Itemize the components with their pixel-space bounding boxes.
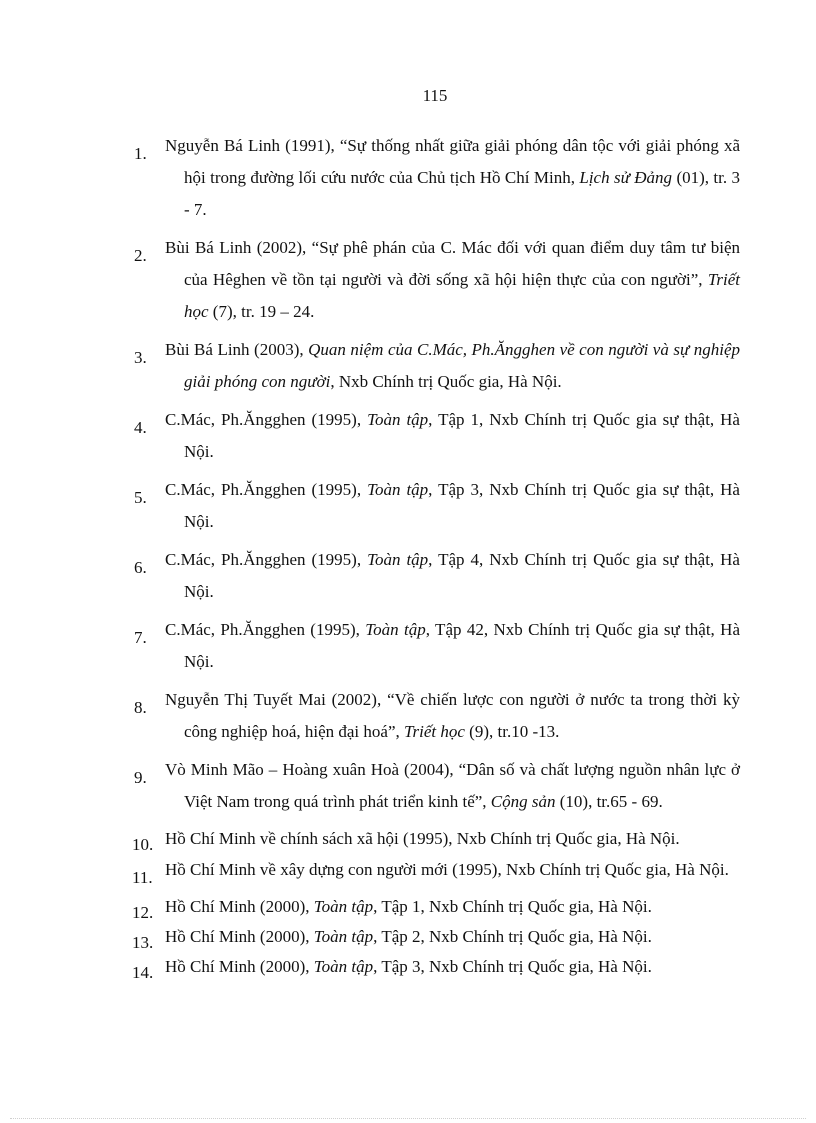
reference-text: Hồ Chí Minh về xây dựng con người mới (1995), Nxb Chính trị Quốc gia, Hà Nội.: [165, 860, 729, 879]
reference-number: 1.: [134, 144, 147, 163]
reference-text: Bùi Bá Linh (2002), “Sự phê phán của C. Mác đối với quan điểm duy tâm tư biện của Hêghen về tồn tại người và đời sống xã hội hiện thực của con người”, Triết học (7), tr. 19 – 24.: [165, 238, 740, 321]
reference-item: [130, 754, 740, 818]
reference-text: C.Mác, Ph.Ăngghen (1995), Toàn tập, Tập 1, Nxb Chính trị Quốc gia sự thật, Hà Nội.: [165, 410, 740, 461]
page-number: 115: [422, 86, 448, 105]
reference-number: 8.: [134, 698, 147, 717]
reference-text: Hồ Chí Minh (2000), Toàn tập, Tập 3, Nxb Chính trị Quốc gia, Hà Nội.: [165, 957, 652, 976]
reference-text: Hồ Chí Minh về chính sách xã hội (1995), Nxb Chính trị Quốc gia, Hà Nội.: [165, 829, 680, 848]
reference-number: 6.: [134, 558, 147, 577]
reference-number: 11.: [132, 868, 153, 887]
reference-text: Nguyễn Thị Tuyết Mai (2002), “Về chiến lược con người ở nước ta trong thời kỳ công nghiệp hoá, hiện đại hoá”, Triết học (9), tr.10 -13.: [165, 690, 740, 741]
reference-text: Hồ Chí Minh (2000), Toàn tập, Tập 1, Nxb Chính trị Quốc gia, Hà Nội.: [165, 897, 652, 916]
reference-item: [130, 544, 740, 608]
reference-item: [130, 474, 740, 538]
reference-item: [130, 232, 740, 328]
reference-number: 3.: [134, 348, 147, 367]
reference-text: Nguyễn Bá Linh (1991), “Sự thống nhất giữa giải phóng dân tộc với giải phóng xã hội trong đường lối cứu nước của Chủ tịch Hồ Chí Minh, Lịch sử Đảng (01), tr. 3 - 7.: [165, 136, 740, 219]
reference-number: 10.: [132, 835, 154, 854]
reference-list: [130, 130, 740, 982]
reference-text: Bùi Bá Linh (2003), Quan niệm của C.Mác, Ph.Ăngghen về con người và sự nghiệp giải phóng con người, Nxb Chính trị Quốc gia, Hà Nội.: [165, 340, 740, 391]
reference-number: 7.: [134, 628, 147, 647]
reference-text: C.Mác, Ph.Ăngghen (1995), Toàn tập, Tập 4, Nxb Chính trị Quốc gia sự thật, Hà Nội.: [165, 550, 740, 601]
reference-text: C.Mác, Ph.Ăngghen (1995), Toàn tập, Tập 42, Nxb Chính trị Quốc gia sự thật, Hà Nội.: [165, 620, 740, 671]
reference-number: 2.: [134, 246, 147, 265]
reference-number: 14.: [132, 963, 154, 982]
reference-number: 12.: [132, 903, 154, 922]
reference-item: [130, 892, 740, 922]
reference-item: [130, 684, 740, 748]
reference-item: [130, 824, 740, 854]
reference-text: Vò Minh Mão – Hoàng xuân Hoà (2004), “Dân số và chất lượng nguồn nhân lực ở Việt Nam trong quá trình phát triển kinh tế”, Cộng sản (10), tr.65 - 69.: [165, 760, 740, 811]
reference-item: [130, 952, 740, 982]
reference-text: Hồ Chí Minh (2000), Toàn tập, Tập 2, Nxb Chính trị Quốc gia, Hà Nội.: [165, 927, 652, 946]
reference-number: 9.: [134, 768, 147, 787]
reference-item: [130, 130, 740, 226]
reference-item: [130, 334, 740, 398]
reference-number: 4.: [134, 418, 147, 437]
reference-number: 5.: [134, 488, 147, 507]
reference-text: C.Mác, Ph.Ăngghen (1995), Toàn tập, Tập 3, Nxb Chính trị Quốc gia sự thật, Hà Nội.: [165, 480, 740, 531]
reference-item: [130, 614, 740, 678]
reference-item: [130, 922, 740, 952]
reference-item: [130, 404, 740, 468]
page-bottom-rule: [10, 1118, 806, 1119]
reference-number: 13.: [132, 933, 154, 952]
reference-item: [130, 854, 740, 886]
